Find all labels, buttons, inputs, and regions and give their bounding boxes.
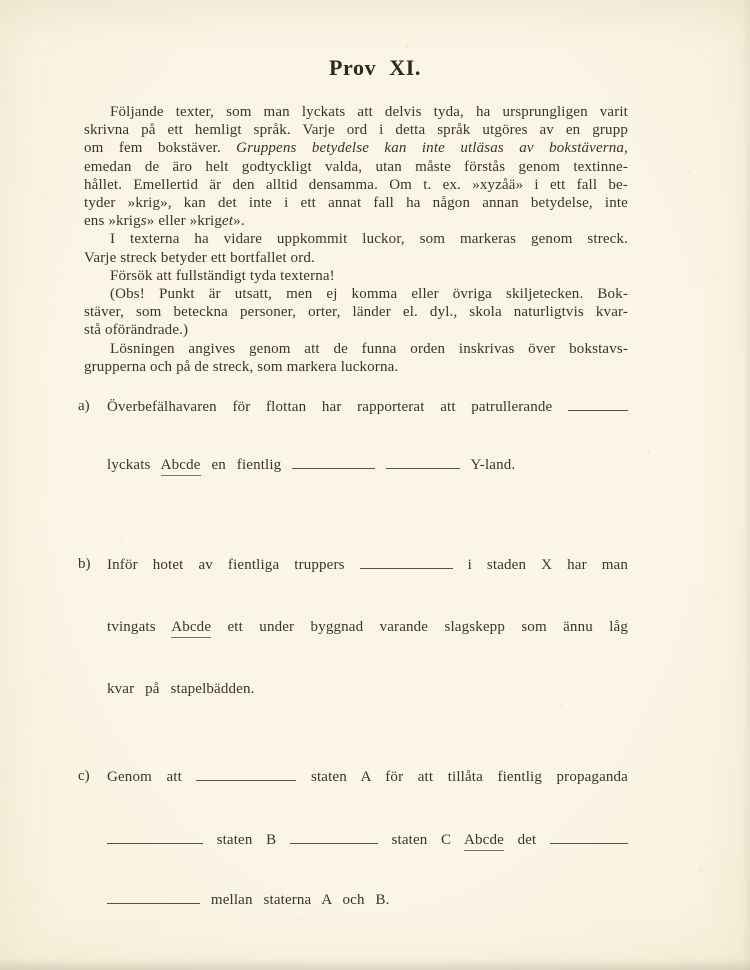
text-line [84,212,628,230]
text-segment: Följande texter, som man lyckats att delvis tyda, ha ursprungligen varit [110,104,628,120]
text-line [84,303,628,321]
text-line [84,267,628,285]
blank-line [196,777,296,781]
blank-line [550,840,628,844]
text-line [84,230,628,248]
exercise-c-line-3 [107,891,628,909]
page-title: Prov XI. [328,55,422,80]
exercise-b-line-1 [107,556,628,574]
text-segment: (Obs! Punkt är utsatt, men ej komma eller övriga skiljetecken. Bok- [110,286,628,303]
text-segment: mellan staterna A och B. [210,892,390,908]
underlined-code-group: Abcde [171,619,211,638]
blank-line [568,407,628,411]
exercise-b-line-3 [107,680,628,698]
blank-line [292,465,375,469]
blank-line [290,840,378,844]
blank-line [107,900,200,904]
exercise-a-line-1 [107,398,628,416]
text-segment: hållet. Emellertid är den alltid densamma. Om t. ex. »xyzåä» i ett fall be- [84,176,628,193]
text-line [84,176,628,194]
text-segment: tyder »krig», kan det inte i ett annat fall ha någon annan betydelse, inte [84,195,628,212]
text-segment: staten C [391,832,452,848]
text-line [84,139,628,157]
page-edge-shadow-right [742,0,750,970]
text-segment: Varje streck betyder ett bortfallet ord. [84,249,315,266]
text-segment: ens »krig [84,213,141,230]
italic-segment: et [222,213,234,230]
text-segment: Genom att [107,769,182,785]
text-segment: staten A för att tillåta fientlig propaganda [310,769,628,785]
underlined-code-group: Abcde [464,832,504,851]
underlined-code-group: Abcde [161,457,201,476]
text-line [84,194,628,212]
exercise-c-line-1 [107,768,628,786]
blank-line [386,465,460,469]
text-line [84,121,628,139]
text-segment: Y-land. [470,457,516,473]
text-line [84,358,628,376]
text-line [84,158,628,176]
text-segment: i staden X har man [467,557,628,573]
text-line [84,103,628,121]
blank-line [360,565,453,569]
exercise-a-label: a) [78,398,90,414]
page-edge-shadow-bottom [0,958,750,970]
text-line [84,321,628,339]
text-segment: stäver, som beteckna personer, orter, länder el. dyl., skola naturligtvis kvar- [84,304,628,321]
text-segment: emedan de äro helt godtyckligt valda, utan måste förstås genom textinne- [84,158,628,175]
text-line [84,249,628,267]
text-segment: skrivna på ett hemligt språk. Varje ord i detta språk utgöres av en grupp [84,122,628,139]
exercise-c-line-2 [107,831,628,849]
text-segment: grupperna och på de streck, som markera luckorna. [84,358,399,375]
text-segment: ett under byggnad varande slagskepp som ännu låg [227,619,629,635]
text-segment: Försök att fullständigt tyda texterna! [110,267,335,284]
exercise-b-line-2 [107,618,628,636]
text-segment: Överbefälhavaren för flottan har rapporterat att patrullerande [107,399,553,415]
text-segment: tvingats [107,619,156,635]
text-segment: en fientlig [211,457,282,473]
text-segment: staten B [216,832,277,848]
text-segment: I texterna ha vidare uppkommit luckor, som markeras genom streck. [110,231,628,248]
paper-specks [0,0,2,2]
text-segment: stå oförändrade.) [84,322,189,339]
text-segment: om fem bokstäver. [84,140,237,157]
exercise-c-label: c) [78,768,90,784]
text-segment: Inför hotet av fientliga truppers [107,557,345,573]
text-segment: ». [233,213,245,230]
italic-segment: s [140,213,147,230]
text-segment: kvar på stapelbädden. [107,681,255,697]
intro-paragraphs [84,103,628,376]
blank-line [107,840,203,844]
text-line [84,285,628,303]
text-segment: det [517,832,537,848]
text-segment: Lösningen angives genom att de funna orden inskrivas över bokstavs- [110,340,628,357]
text-line [84,340,628,358]
text-segment: » eller »krig [146,213,223,230]
exercise-b-label: b) [78,556,91,572]
text-segment: lyckats [107,457,151,473]
italic-segment: Gruppens betydelse kan inte utläsas av bokstäverna, [236,140,628,157]
exercise-a-line-2 [107,456,628,474]
